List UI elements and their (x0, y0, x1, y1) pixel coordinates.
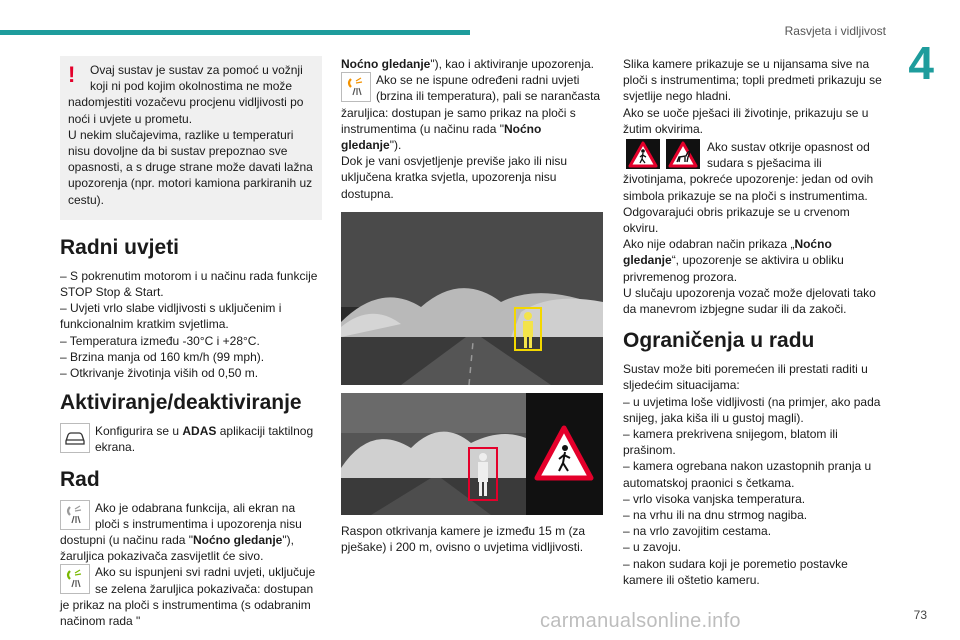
image-caption: Raspon otkrivanja kamere je između 15 m (za pješake) i 200 m, ovisno o uvjetima vidljivosti. (341, 523, 586, 555)
col3-paragraph-2: Ako sustav otkrije opasnost od sudara s pješacima ili životinjama, pokreće upozorenje: jedan od ovih simbola prikazuje se na ploči s instrumentima. Odgovarajući obris prikazuje se u crvenom okviru. (623, 140, 874, 236)
col3-paragraph-3: Ako nije odabran način prikaza „Noćno gledanje“, upozorenje se aktivira u obliku privremenog prozora. U slučaju upozorenja vozač može djelovati tako da manevrom izbjegne sudar ili da zakoči. (623, 237, 876, 317)
list-item: – na vrlo zavojitim cestama. (623, 524, 772, 539)
ogranicenja-intro: Sustav može biti poremećen ili prestati raditi u sljedećim situacijama: (623, 362, 868, 393)
list-item: – Otkrivanje životinja viših od 0,50 m. (60, 366, 259, 381)
warning-symbols (623, 139, 703, 169)
column-1 (60, 56, 322, 629)
list-item: – kamera ogrebana nakon uzastopnih pranja u automatskoj praonici s četkama. (623, 459, 872, 490)
list-item: – nakon sudara koji je poremetio postavke kamere ili oštetio kameru. (623, 556, 848, 587)
rad-paragraph-3: Ako se ne ispune određeni radni uvjeti (brzina ili temperatura), pali se narančasta žaruljica: dostupan je samo prikaz na ploči s instrumentima (u načinu rada "Noćno gledanje"). (341, 73, 601, 153)
pedestrian-warning-icon (626, 139, 660, 169)
night-vision-grey-icon (60, 500, 90, 530)
warning-text: Ovaj sustav je sustav za pomoć u vožnji koji ni pod kojim okolnostima ne može nadomjestiti vozačevu procjenu vidljivosti po noći i uvjete u prometu. U nekim slučajevima, razlike u temperaturi nisu dovoljne da bi sustav prepoznao sve opasnosti, a s druge strane može davati lažna upozorenja (npr. motori kamiona parkiranih uz cestu). (68, 63, 313, 207)
warning-icon: ! (68, 62, 76, 87)
thermal-camera-image-warning (341, 393, 603, 515)
page-number: 73 (913, 608, 927, 622)
column-2 (341, 56, 603, 555)
car-icon (60, 423, 90, 453)
list-item: – u uvjetima loše vidljivosti (na primjer, ako pada snijeg, jaka kiša ili u gustoj magli). (623, 394, 881, 425)
thermal-camera-image-pedestrian (341, 212, 603, 385)
heading-aktiviranje: Aktiviranje/deaktiviranje (60, 391, 302, 415)
rad-paragraph-2-cont: Noćno gledanje"), kao i aktiviranje upozorenja. (341, 57, 595, 71)
list-item: – S pokrenutim motorom i u načinu rada funkcije STOP Stop & Start. (60, 268, 318, 300)
chapter-number: 4 (908, 37, 934, 89)
list-item: – kamera prekrivena snijegom, blatom ili prašinom. (623, 427, 838, 458)
top-accent-bar (0, 30, 470, 35)
list-item: – Brzina manja od 160 km/h (99 mph). (60, 349, 265, 364)
section-title: Rasvjeta i vidljivost (784, 24, 886, 38)
animal-warning-icon (666, 139, 700, 169)
list-item: – Temperatura između -30°C i +28°C. (60, 333, 260, 348)
rad-paragraph-2: Ako su ispunjeni svi radni uvjeti, uključuje se zelena žaruljica pokazivača: dostupan je prikaz na ploči s instrumentima (s odabranim načinom rada " (60, 565, 316, 629)
column-3 (623, 56, 885, 588)
rad-paragraph-4: Dok je vani osvjetljenje previše jako ili nisu uključena kratka svjetla, upozorenja nisu dostupna. (341, 154, 568, 201)
heading-ogranicenja: Ograničenja u radu (623, 329, 815, 353)
heading-radni-uvjeti: Radni uvjeti (60, 235, 180, 259)
heading-rad: Rad (60, 467, 100, 491)
night-vision-orange-icon (341, 72, 371, 102)
list-item: – u zavoju. (623, 540, 682, 555)
list-item: – na vrhu ili na dnu strmog nagiba. (623, 508, 808, 523)
watermark: carmanualsonline.info (540, 610, 741, 632)
night-vision-green-icon (60, 564, 90, 594)
aktiviranje-paragraph: Konfigurira se u ADAS aplikaciji taktilnog ekrana. (60, 423, 322, 455)
list-item: – Uvjeti vrlo slabe vidljivosti s uključenim i funkcionalnim kratkim svjetlima. (60, 301, 282, 332)
col3-paragraph-1: Slika kamere prikazuje se u nijansama sive na ploči s instrumentima; topli predmeti prikazuju se svjetlije nego hladni. Ako se uoče pješaci ili životinje, prikazuju se u žutim okvirima. (623, 57, 882, 136)
rad-paragraph-1: Ako je odabrana funkcija, ali ekran na ploči s instrumentima i upozorenja nisu dostupni (u načinu rada "Noćno gledanje"), žaruljica pokazivača zasvijetlit će sivo. (60, 500, 302, 564)
list-item: – vrlo visoka vanjska temperatura. (623, 491, 806, 506)
warning-box (60, 56, 322, 220)
